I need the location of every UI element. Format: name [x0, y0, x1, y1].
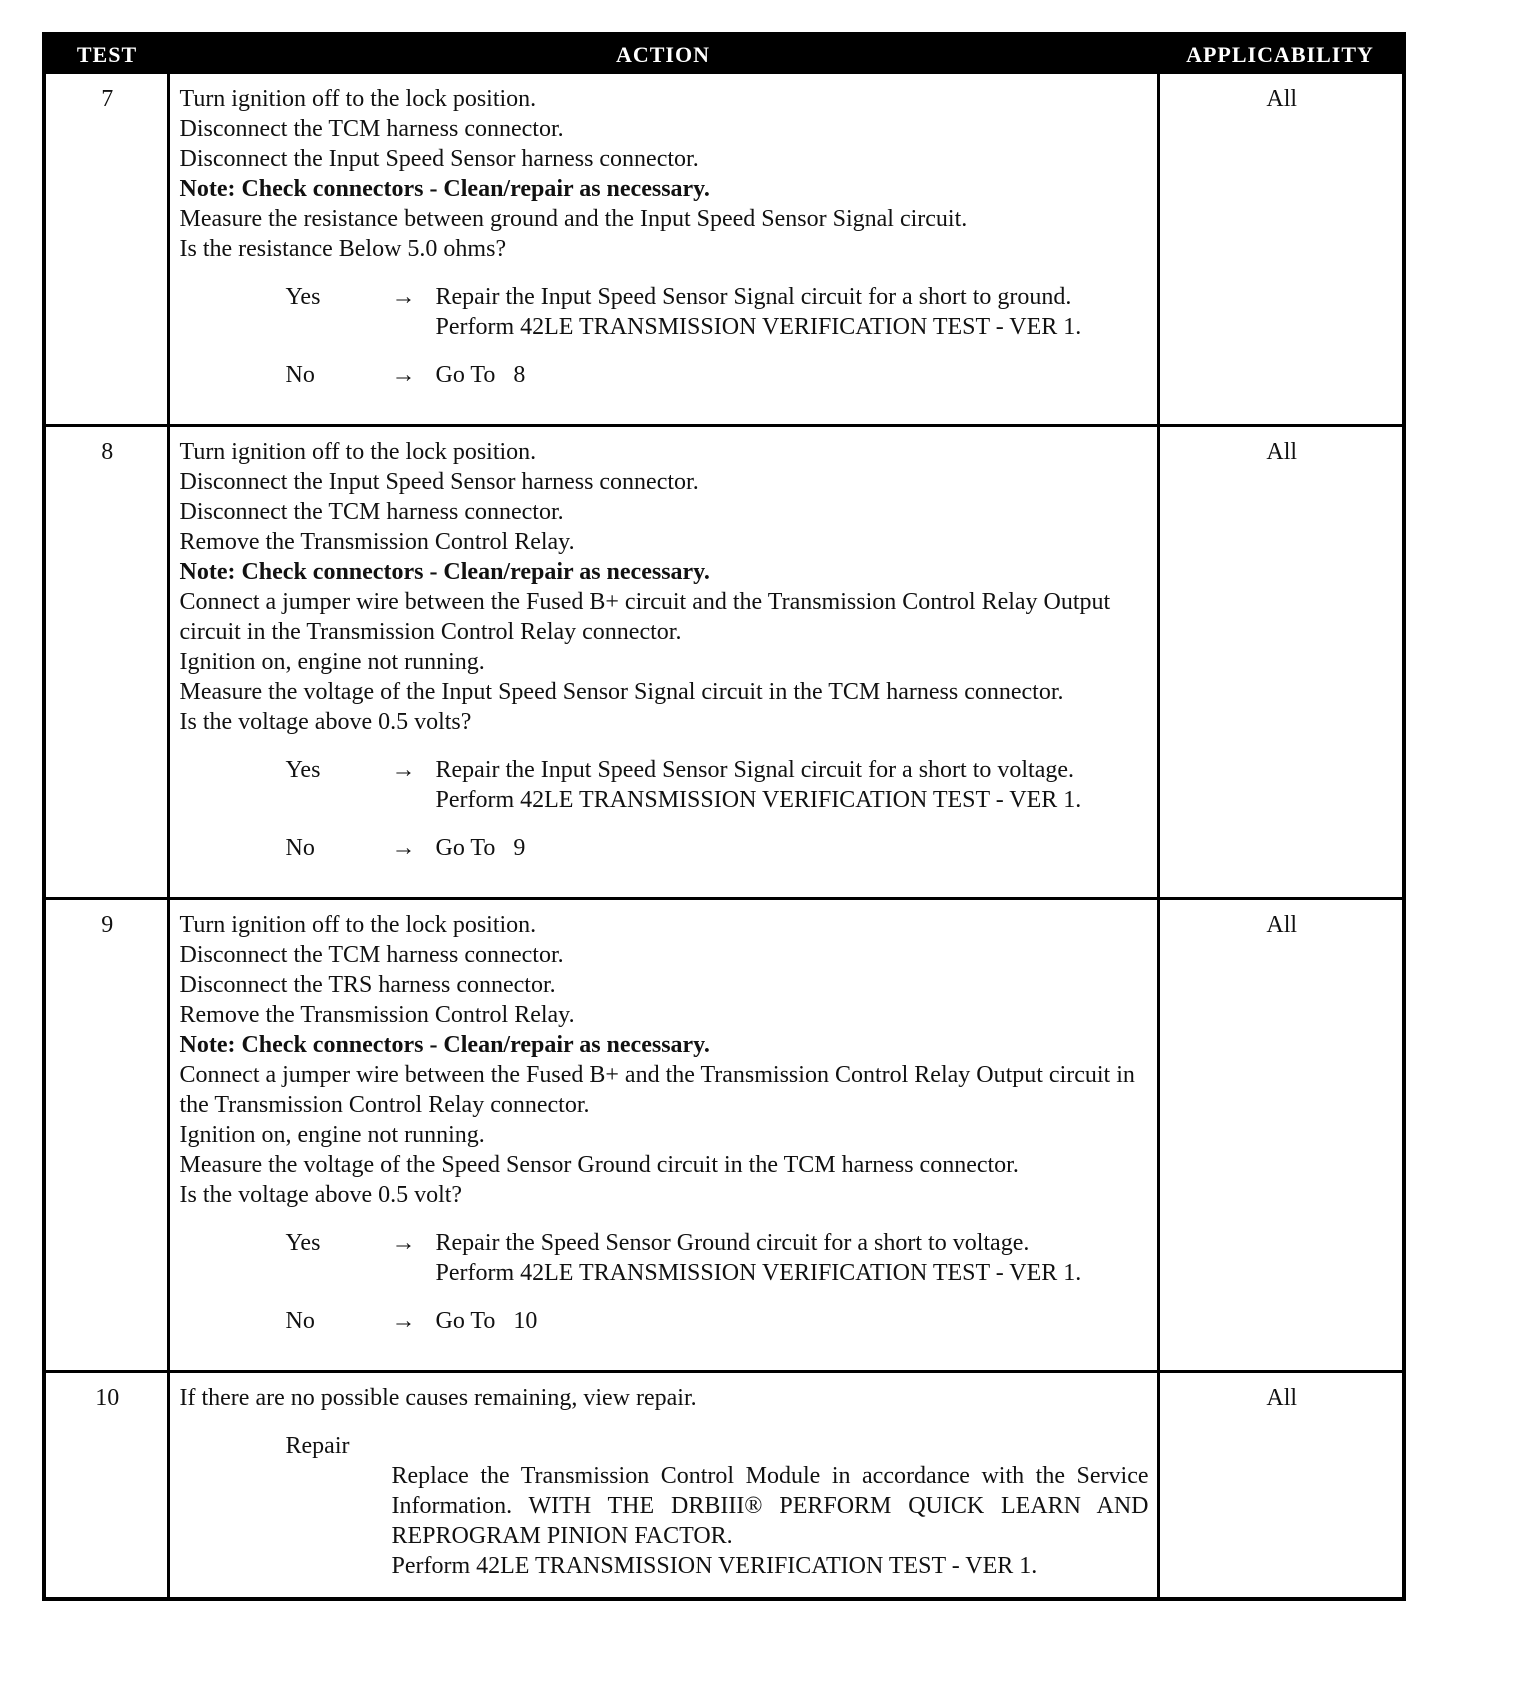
answer-block	[180, 1228, 1149, 1336]
step-line: Disconnect the TRS harness connector.	[179, 972, 556, 998]
repair-block	[286, 1431, 1149, 1581]
repair-heading: Repair	[285, 1433, 350, 1459]
answer-block	[180, 282, 1149, 390]
note-line: Note: Check connectors - Clean/repair as necessary.	[179, 1032, 710, 1058]
no-answer	[286, 833, 1149, 863]
yes-label: Yes	[285, 284, 321, 310]
header-applicability: APPLICABILITY	[1158, 34, 1404, 74]
step-line: Is the voltage above 0.5 volts?	[179, 709, 472, 735]
step-line: Is the resistance Below 5.0 ohms?	[179, 236, 507, 262]
table-row	[44, 899, 1404, 1372]
step-line: Disconnect the TCM harness connector.	[179, 116, 564, 142]
note-line: Note: Check connectors - Clean/repair as necessary.	[179, 176, 710, 202]
yes-action: Perform 42LE TRANSMISSION VERIFICATION TEST - VER 1.	[435, 787, 1082, 813]
table-row	[44, 1372, 1404, 1600]
no-label: No	[285, 1308, 315, 1334]
repair-line: Replace the Transmission Control Module in accordance with the Service Information. WITH THE DRBIII® PERFORM QUICK LEARN AND REPROGRAM PINION FACTOR.	[391, 1463, 1149, 1549]
action-cell	[168, 899, 1158, 1372]
applicability-value: All	[1158, 74, 1404, 426]
diagnostic-test-table	[42, 32, 1406, 1601]
step-line: Is the voltage above 0.5 volt?	[179, 1182, 463, 1208]
arrow-icon: →	[391, 1308, 416, 1334]
goto-label: Go To	[435, 1308, 496, 1334]
action-cell	[168, 74, 1158, 426]
goto-number: 10	[513, 1308, 538, 1334]
yes-label: Yes	[285, 757, 321, 783]
step-line: Remove the Transmission Control Relay.	[179, 529, 575, 555]
test-number: 7	[44, 74, 168, 426]
yes-action: Perform 42LE TRANSMISSION VERIFICATION TEST - VER 1.	[435, 1260, 1082, 1286]
test-number: 9	[44, 899, 168, 1372]
arrow-icon: →	[391, 284, 416, 310]
arrow-icon: →	[391, 1230, 416, 1256]
step-line: Turn ignition off to the lock position.	[179, 439, 537, 465]
header-action: ACTION	[168, 34, 1158, 74]
test-number: 8	[44, 426, 168, 899]
table-header-row	[44, 34, 1404, 74]
no-answer	[286, 360, 1149, 390]
goto-label: Go To	[435, 362, 496, 388]
applicability-value: All	[1158, 426, 1404, 899]
goto-number: 8	[513, 362, 526, 388]
step-line: If there are no possible causes remaining, view repair.	[179, 1385, 697, 1411]
step-line: Disconnect the Input Speed Sensor harness connector.	[179, 146, 699, 172]
step-line: Connect a jumper wire between the Fused B+ circuit and the Transmission Control Relay Output circuit in the Transmission Control Relay connector.	[179, 589, 1111, 645]
yes-label: Yes	[285, 1230, 321, 1256]
yes-action: Repair the Input Speed Sensor Signal circuit for a short to voltage.	[435, 757, 1075, 783]
answer-block	[180, 755, 1149, 863]
step-line: Measure the resistance between ground and the Input Speed Sensor Signal circuit.	[179, 206, 968, 232]
yes-action: Perform 42LE TRANSMISSION VERIFICATION TEST - VER 1.	[435, 314, 1082, 340]
step-line: Ignition on, engine not running.	[179, 649, 485, 675]
action-cell	[168, 426, 1158, 899]
repair-line: Perform 42LE TRANSMISSION VERIFICATION TEST - VER 1.	[391, 1553, 1038, 1579]
yes-action: Repair the Input Speed Sensor Signal circuit for a short to ground.	[435, 284, 1072, 310]
header-test: TEST	[44, 34, 168, 74]
step-line: Disconnect the TCM harness connector.	[179, 942, 564, 968]
no-label: No	[285, 835, 315, 861]
step-line: Disconnect the Input Speed Sensor harness connector.	[179, 469, 699, 495]
action-cell	[168, 1372, 1158, 1600]
step-line: Disconnect the TCM harness connector.	[179, 499, 564, 525]
yes-answer	[286, 282, 1149, 342]
arrow-icon: →	[391, 757, 416, 783]
note-line: Note: Check connectors - Clean/repair as necessary.	[179, 559, 710, 585]
test-number: 10	[44, 1372, 168, 1600]
step-line: Turn ignition off to the lock position.	[179, 86, 537, 112]
goto-number: 9	[513, 835, 526, 861]
step-line: Remove the Transmission Control Relay.	[179, 1002, 575, 1028]
applicability-value: All	[1158, 899, 1404, 1372]
applicability-value: All	[1158, 1372, 1404, 1600]
no-answer	[286, 1306, 1149, 1336]
yes-answer	[286, 755, 1149, 815]
no-label: No	[285, 362, 315, 388]
step-line: Measure the voltage of the Input Speed Sensor Signal circuit in the TCM harness connector.	[179, 679, 1064, 705]
table-row	[44, 74, 1404, 426]
yes-answer	[286, 1228, 1149, 1288]
yes-action: Repair the Speed Sensor Ground circuit for a short to voltage.	[435, 1230, 1030, 1256]
arrow-icon: →	[391, 362, 416, 388]
arrow-icon: →	[391, 835, 416, 861]
step-line: Measure the voltage of the Speed Sensor Ground circuit in the TCM harness connector.	[179, 1152, 1019, 1178]
table-row	[44, 426, 1404, 899]
step-line: Turn ignition off to the lock position.	[179, 912, 537, 938]
step-line: Ignition on, engine not running.	[179, 1122, 485, 1148]
goto-label: Go To	[435, 835, 496, 861]
step-line: Connect a jumper wire between the Fused B+ and the Transmission Control Relay Output circuit in the Transmission Control Relay connector.	[179, 1062, 1135, 1118]
